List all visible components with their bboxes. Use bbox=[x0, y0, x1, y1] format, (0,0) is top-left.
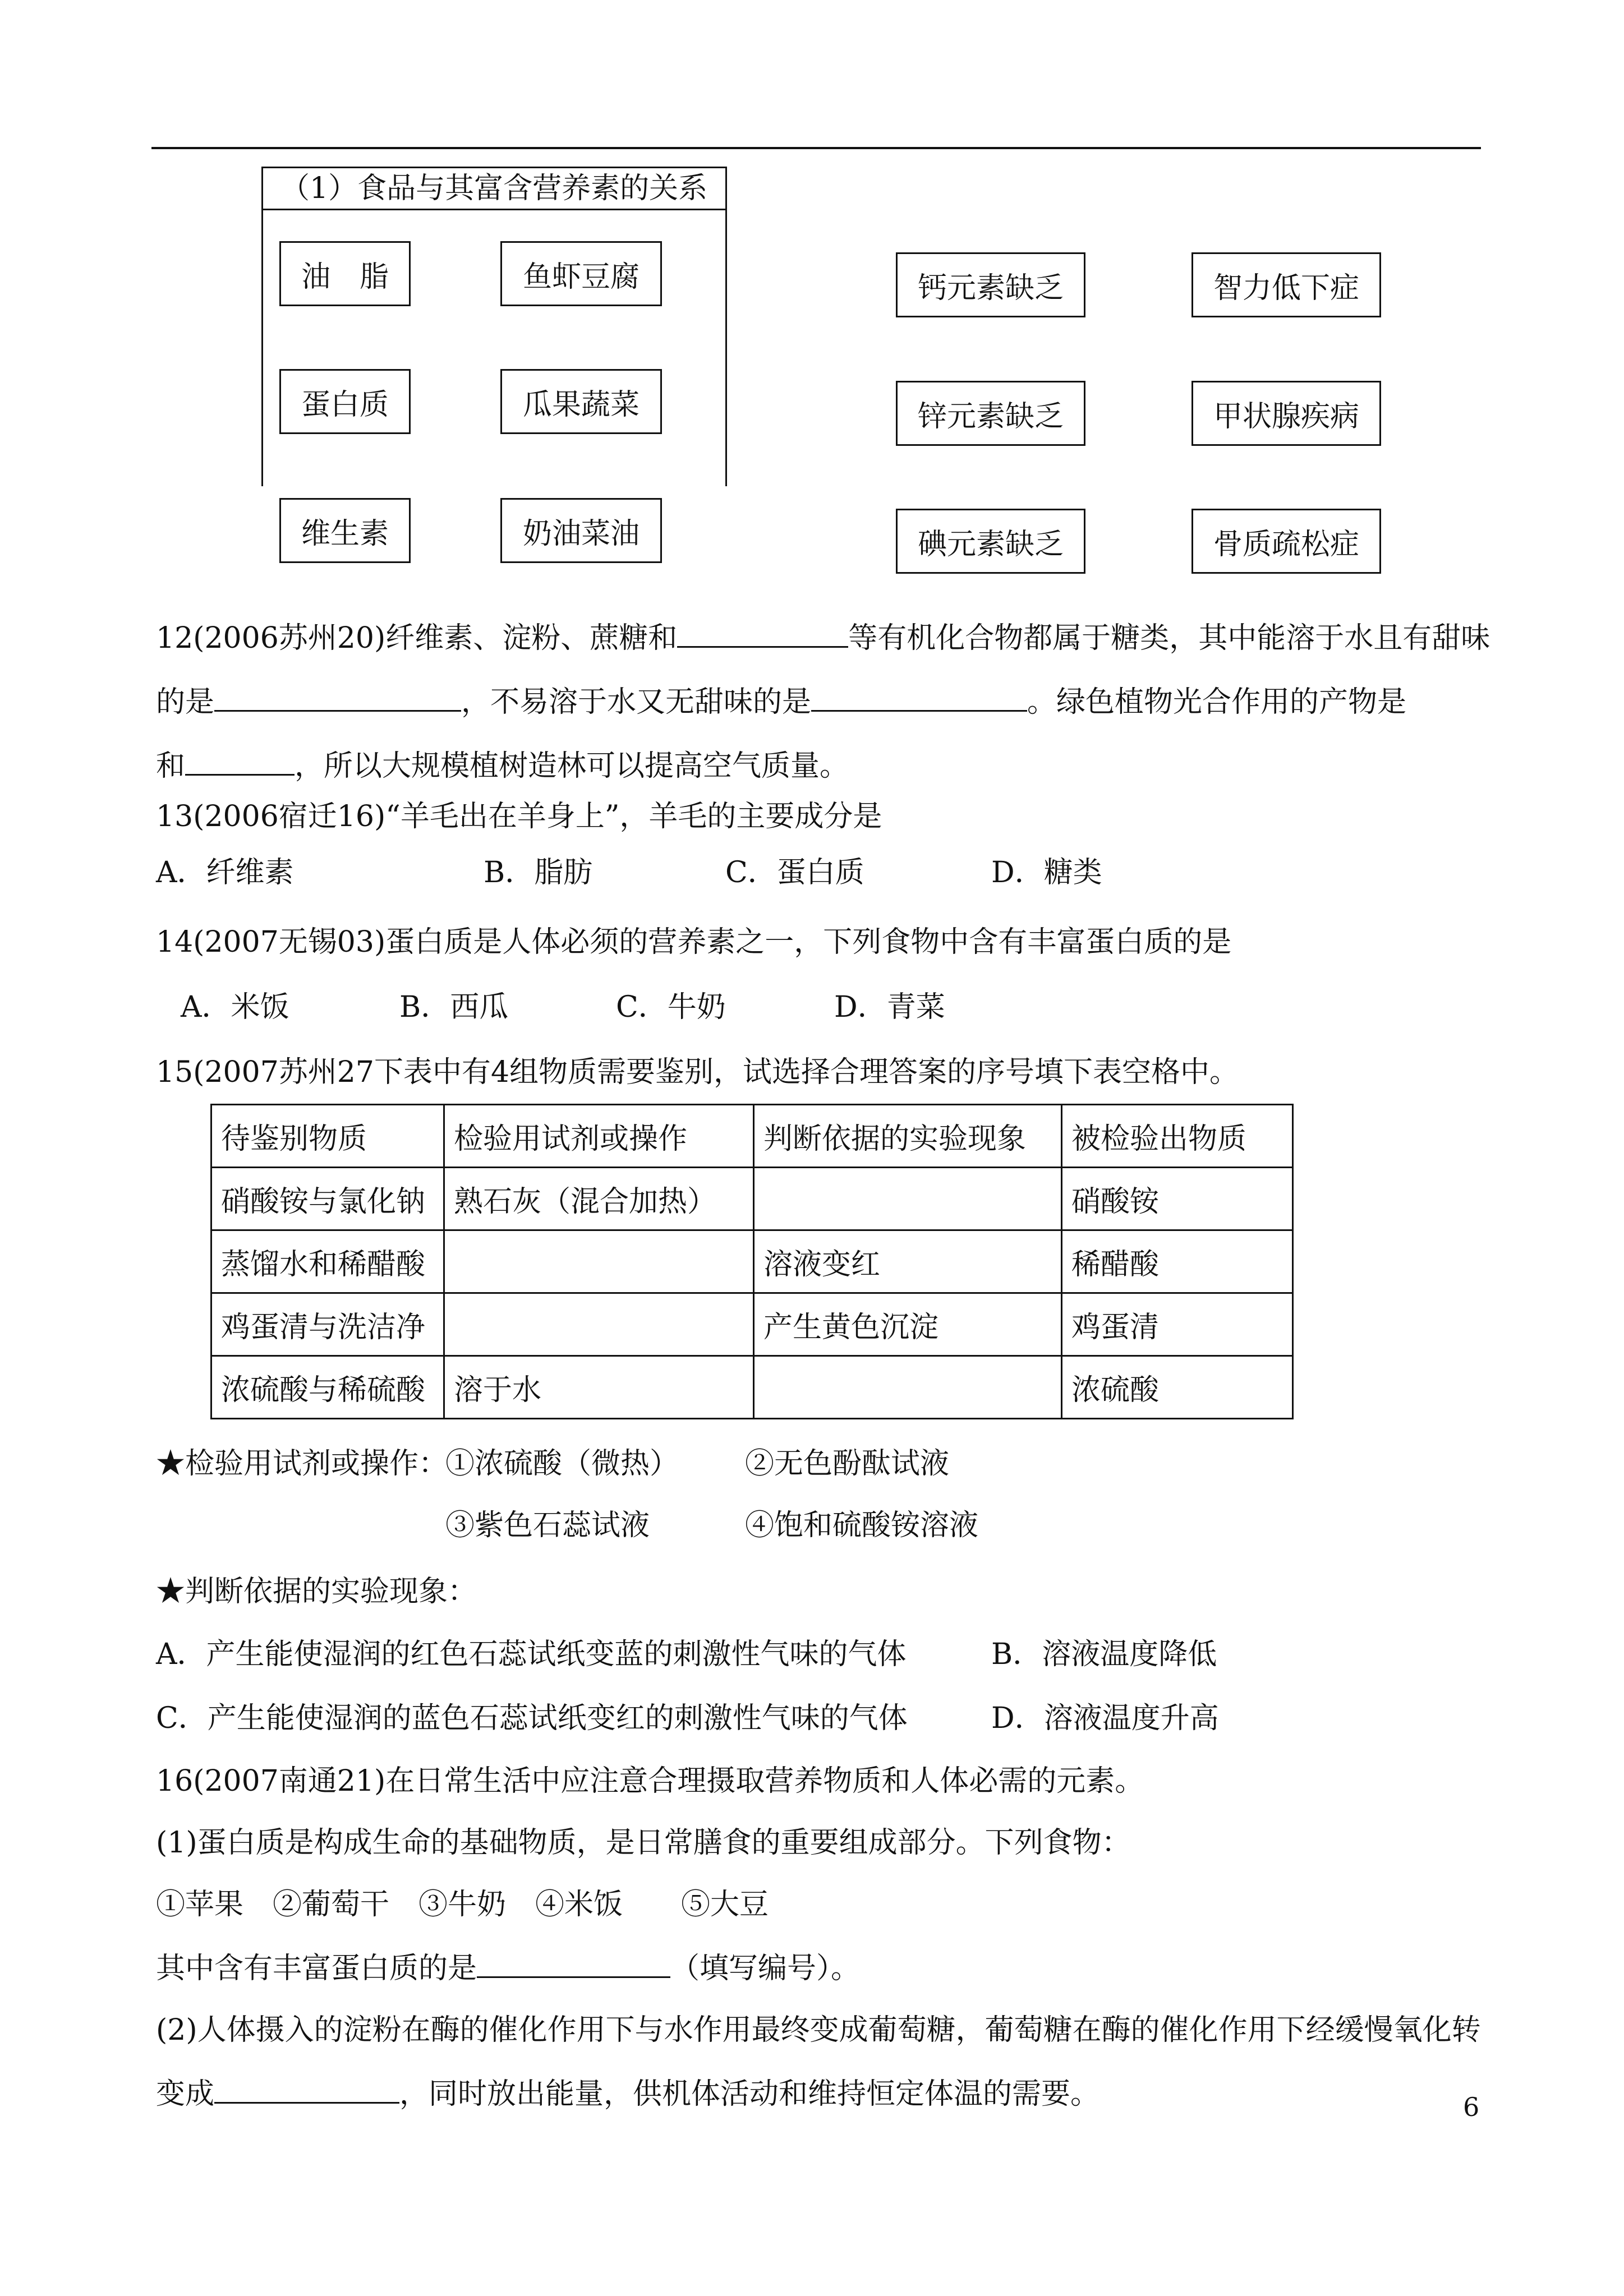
phenomena-label: ★判断依据的实验现象： bbox=[156, 1575, 477, 1608]
table-cell: 稀醋酸 bbox=[1062, 1230, 1293, 1293]
table-row bbox=[211, 1356, 1293, 1419]
match-box-right: 碘元素缺乏 bbox=[896, 509, 1085, 574]
table-cell: 溶液变红 bbox=[754, 1230, 1062, 1293]
q14-option: B．西瓜 bbox=[399, 990, 509, 1024]
answer-blank bbox=[214, 685, 461, 712]
table-cell bbox=[444, 1293, 754, 1356]
q13-stem: 13(2006宿迁16)“羊毛出在羊身上”，羊毛的主要成分是 bbox=[156, 800, 882, 833]
q16-part1-answer: 其中含有丰富蛋白质的是 （填写编号）。 bbox=[156, 1952, 861, 1985]
phenomenon-option: C．产生能使湿润的蓝色石蕊试纸变红的刺激性气味的气体 bbox=[156, 1702, 908, 1735]
q12-line-1: 12(2006苏州20)纤维素、淀粉、蔗糖和 等有机化合物都属于糖类，其中能溶于水且有甜味 bbox=[156, 621, 1490, 655]
match-box-left: 瓜果蔬菜 bbox=[500, 369, 662, 434]
table-header: 判断依据的实验现象 bbox=[754, 1105, 1062, 1168]
q13-option: A．纤维素 bbox=[156, 856, 294, 889]
food-group-title: （1）食品与其富含营养素的关系 bbox=[280, 172, 708, 205]
table-cell bbox=[754, 1356, 1062, 1419]
table-cell bbox=[754, 1168, 1062, 1230]
table-row bbox=[211, 1230, 1293, 1293]
reagent-option: ①浓硫酸（微热） bbox=[445, 1447, 679, 1481]
table-cell: 鸡蛋清与洗洁净 bbox=[211, 1293, 444, 1356]
q15-stem: 15(2007苏州27下表中有4组物质需要鉴别，试选择合理答案的序号填下表空格中。 bbox=[156, 1055, 1239, 1089]
table-cell: 溶于水 bbox=[444, 1356, 754, 1419]
q16-part2-line1: (2)人体摄入的淀粉在酶的催化作用下与水作用最终变成葡萄糖，葡萄糖在酶的催化作用下经缓慢氧化转 bbox=[156, 2013, 1481, 2047]
match-box-right: 智力低下症 bbox=[1191, 252, 1381, 317]
answer-blank bbox=[477, 1952, 670, 1978]
q16-foods: ①苹果 ②葡萄干 ③牛奶 ④米饭 ⑤大豆 bbox=[156, 1888, 769, 1921]
q13-option: B．脂肪 bbox=[484, 856, 593, 889]
q14-stem: 14(2007无锡03)蛋白质是人体必须的营养素之一，下列食物中含有丰富蛋白质的是 bbox=[156, 925, 1232, 959]
table-cell: 硝酸铵 bbox=[1062, 1168, 1293, 1230]
table-header-row bbox=[211, 1105, 1293, 1168]
q16-part2-line2: 变成 ，同时放出能量，供机体活动和维持恒定体温的需要。 bbox=[156, 2077, 1100, 2111]
q14-option: D．青菜 bbox=[834, 990, 945, 1024]
match-box-left: 油 脂 bbox=[279, 241, 411, 306]
table-cell: 浓硫酸 bbox=[1062, 1356, 1293, 1419]
match-box-left: 维生素 bbox=[279, 498, 411, 563]
reagents-label: ★检验用试剂或操作： bbox=[156, 1447, 448, 1481]
answer-blank bbox=[811, 685, 1027, 712]
answer-blank bbox=[677, 621, 848, 648]
match-box-right: 锌元素缺乏 bbox=[896, 381, 1085, 446]
phenomenon-option: B．溶液温度降低 bbox=[991, 1638, 1217, 1671]
table-header: 被检验出物质 bbox=[1062, 1105, 1293, 1168]
match-box-right: 骨质疏松症 bbox=[1191, 509, 1381, 574]
table-header: 待鉴别物质 bbox=[211, 1105, 444, 1168]
q14-option: A．米饭 bbox=[181, 990, 289, 1024]
reagent-option: ④饱和硫酸铵溶液 bbox=[745, 1509, 979, 1542]
q12-line-3: 和 ，所以大规模植树造林可以提高空气质量。 bbox=[156, 749, 849, 783]
q16-stem: 16(2007南通21)在日常生活中应注意合理摄取营养物质和人体必需的元素。 bbox=[156, 1764, 1144, 1798]
table-cell bbox=[444, 1230, 754, 1293]
table-row bbox=[211, 1168, 1293, 1230]
header-rule bbox=[151, 147, 1481, 149]
phenomenon-option: D．溶液温度升高 bbox=[991, 1702, 1219, 1735]
table-cell: 产生黄色沉淀 bbox=[754, 1293, 1062, 1356]
reagent-option: ②无色酚酞试液 bbox=[745, 1447, 950, 1481]
q13-option: C．蛋白质 bbox=[725, 856, 864, 889]
q16-part1: (1)蛋白质是构成生命的基础物质，是日常膳食的重要组成部分。下列食物： bbox=[156, 1826, 1131, 1860]
table-cell: 浓硫酸与稀硫酸 bbox=[211, 1356, 444, 1419]
q13-option: D．糖类 bbox=[991, 856, 1102, 889]
food-group-frame bbox=[261, 167, 727, 486]
q14-option: C．牛奶 bbox=[616, 990, 726, 1024]
answer-blank bbox=[185, 749, 295, 776]
page-number: 6 bbox=[1463, 2092, 1480, 2122]
table-cell: 鸡蛋清 bbox=[1062, 1293, 1293, 1356]
match-box-left: 鱼虾豆腐 bbox=[500, 241, 662, 306]
table-header: 检验用试剂或操作 bbox=[444, 1105, 754, 1168]
answer-blank bbox=[214, 2077, 399, 2104]
reagent-option: ③紫色石蕊试液 bbox=[445, 1509, 650, 1542]
food-group-title-divider bbox=[261, 209, 727, 210]
match-box-right: 甲状腺疾病 bbox=[1191, 381, 1381, 446]
table-row bbox=[211, 1293, 1293, 1356]
match-box-right: 钙元素缺乏 bbox=[896, 252, 1085, 317]
match-box-left: 蛋白质 bbox=[279, 369, 411, 434]
table-cell: 蒸馏水和稀醋酸 bbox=[211, 1230, 444, 1293]
table-cell: 硝酸铵与氯化钠 bbox=[211, 1168, 444, 1230]
phenomenon-option: A．产生能使湿润的红色石蕊试纸变蓝的刺激性气味的气体 bbox=[156, 1638, 907, 1671]
table-cell: 熟石灰（混合加热） bbox=[444, 1168, 754, 1230]
match-box-left: 奶油菜油 bbox=[500, 498, 662, 563]
q15-table bbox=[210, 1104, 1294, 1419]
q12-line-2: 的是 ，不易溶于水又无甜味的是 。绿色植物光合作用的产物是 bbox=[156, 685, 1407, 719]
